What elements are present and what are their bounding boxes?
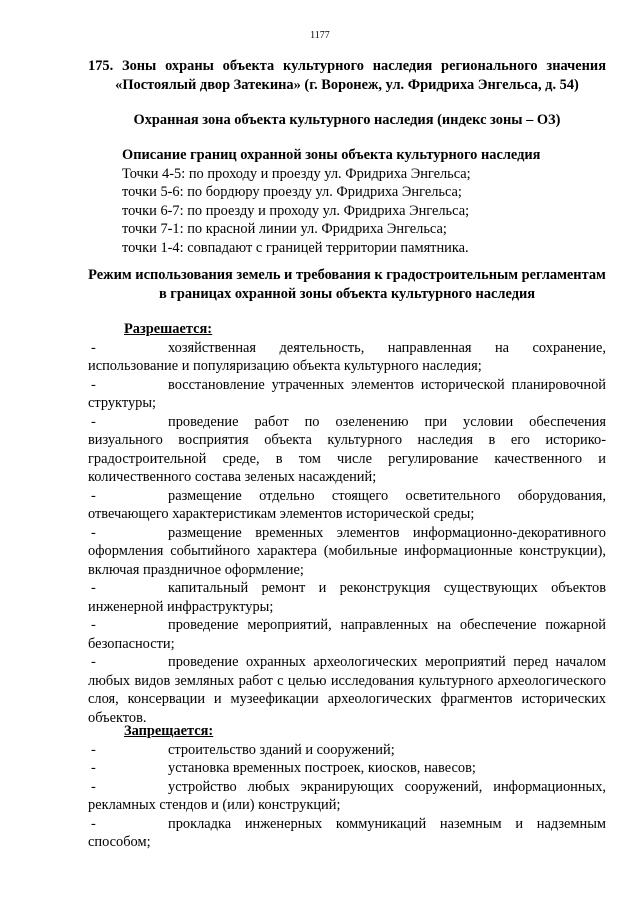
- page-number: 1177: [310, 30, 330, 41]
- forbidden-item-text: строительство зданий и сооружений;: [168, 741, 395, 758]
- allowed-item: [88, 487, 606, 524]
- dash-marker: -: [91, 376, 96, 393]
- forbidden-item-text: устройство любых экранирующих сооружений, информационных, рекламных стендов и (или) конструкций;: [88, 778, 606, 813]
- boundary-line: точки 1-4: совпадают с границей территории памятника.: [122, 239, 469, 256]
- zone-title: Охранная зона объекта культурного наследия (индекс зоны – ОЗ): [133, 112, 561, 128]
- forbidden-item-text: прокладка инженерных коммуникаций наземным и надземным способом;: [88, 815, 606, 850]
- allowed-item-text: хозяйственная деятельность, направленная на сохранение, использование и популяризацию объекта культурного наследия;: [88, 339, 606, 374]
- allowed-item: [88, 653, 606, 727]
- allowed-item: [88, 413, 606, 487]
- allowed-item-text: капитальный ремонт и реконструкция существующих объектов инженерной инфраструктуры;: [88, 580, 606, 615]
- boundary-heading: Описание границ охранной зоны объекта культурного наследия: [122, 147, 541, 163]
- allowed-item: [88, 579, 606, 616]
- allowed-item-text: проведение работ по озеленению при условии обеспечения визуального восприятия объекта культурного наследия в его историко-градостроительной среде, в том числе регулирование качественного и количественного состава зеленых насаждений;: [88, 413, 606, 485]
- allowed-item-text: восстановление утраченных элементов исторической планировочной структуры;: [88, 376, 606, 411]
- boundary-line: точки 6-7: по проезду и проходу ул. Фридриха Энгельса;: [122, 202, 470, 219]
- allowed-item-text: проведение мероприятий, направленных на обеспечение пожарной безопасности;: [88, 617, 606, 652]
- allowed-item: [88, 376, 606, 413]
- dash-marker: -: [91, 524, 96, 541]
- allowed-item-text: размещение отдельно стоящего осветительного оборудования, отвечающего характеристикам элементов исторической среды;: [88, 487, 606, 522]
- dash-marker: -: [91, 741, 96, 758]
- allowed-heading: Разрешается:: [124, 321, 213, 337]
- allowed-item: [88, 524, 606, 580]
- forbidden-item: [88, 778, 606, 815]
- dash-marker: -: [91, 654, 96, 670]
- boundary-line: точки 7-1: по красной линии ул. Фридриха Энгельса;: [122, 221, 447, 237]
- boundary-line: Точки 4-5: по проходу и проезду ул. Фридриха Энгельса;: [122, 165, 471, 182]
- boundary-description: [122, 146, 602, 257]
- forbidden-item: [88, 759, 606, 778]
- dash-marker: -: [91, 339, 96, 356]
- forbidden-item: [88, 815, 606, 852]
- allowed-item: [88, 339, 606, 376]
- forbidden-item: [88, 741, 606, 760]
- dash-marker: -: [91, 815, 96, 832]
- dash-marker: -: [91, 413, 96, 430]
- dash-marker: -: [91, 617, 96, 633]
- regime-title: Режим использования земель и требования к градостроительным регламентам в границах охранной зоны объекта культурного наследия: [88, 267, 606, 302]
- dash-marker: -: [91, 760, 96, 776]
- allowed-item: [88, 616, 606, 653]
- dash-marker: -: [91, 580, 96, 596]
- allowed-item-text: проведение охранных археологических мероприятий перед началом любых видов земляных работ с целью исследования культурного археологического слоя, консервации и музеефикации археологических фрагментов исторических объектов.: [88, 654, 606, 726]
- boundary-line: точки 5-6: по бордюру проезду ул. Фридриха Энгельса;: [122, 184, 462, 200]
- dash-marker: -: [91, 487, 96, 504]
- forbidden-item-text: установка временных построек, киосков, навесов;: [168, 760, 476, 776]
- dash-marker: -: [91, 778, 96, 795]
- document-title: 175. Зоны охраны объекта культурного наследия регионального значения «Постоялый двор Затекина» (г. Воронеж, ул. Фридриха Энгельса, д. 54): [88, 58, 606, 93]
- forbidden-section: [88, 722, 606, 852]
- forbidden-heading: Запрещается:: [124, 723, 214, 739]
- allowed-section: [88, 320, 606, 727]
- allowed-item-text: размещение временных элементов информационно-декоративного оформления событийного характера (мобильные информационные конструкции), включая праздничное оформление;: [88, 524, 606, 578]
